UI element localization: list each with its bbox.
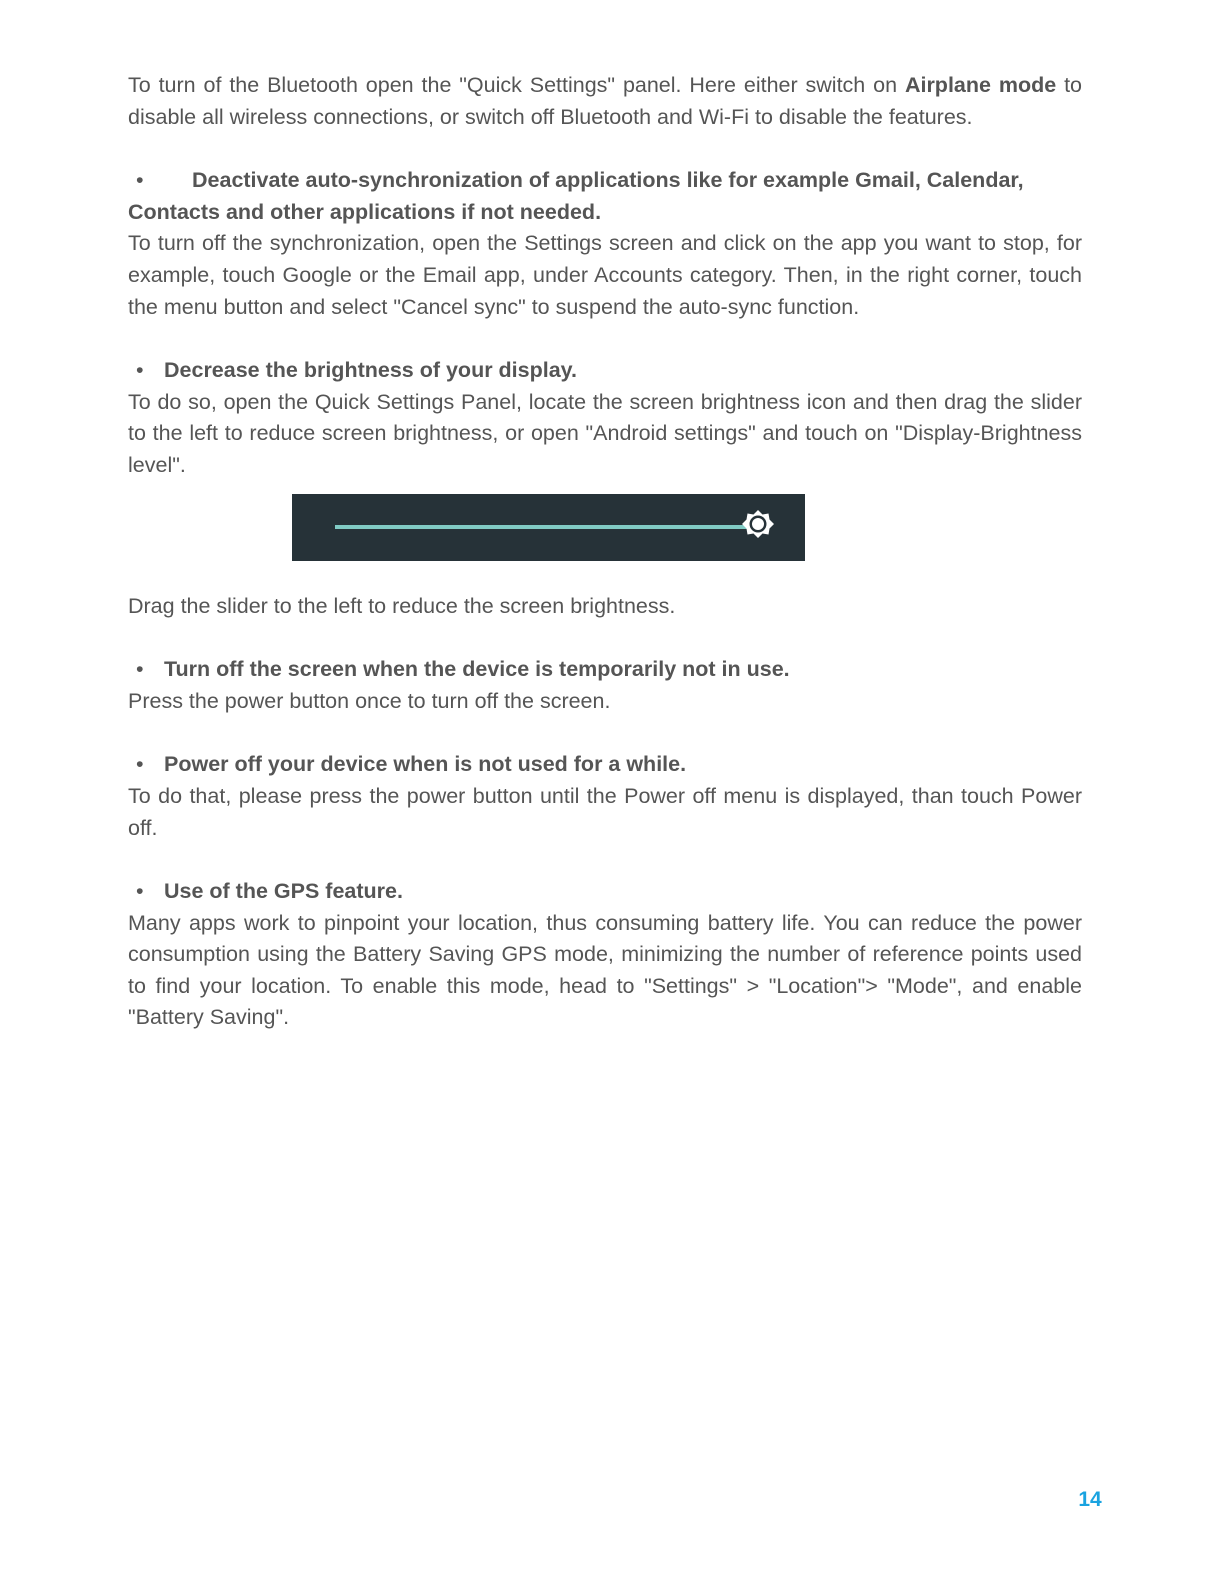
- section-heading: • Turn off the screen when the device is temporarily not in use.: [128, 654, 1082, 686]
- bullet-icon: •: [136, 879, 144, 904]
- section-heading: • Power off your device when is not used for a while.: [128, 749, 1082, 781]
- section-body: To turn off the synchronization, open the Settings screen and click on the app you want to stop, for example, touch Google or the Email app, under Accounts category. Then, in the right corner, touch the menu button and select "Cancel sync" to suspend the auto-sync function.: [128, 231, 1082, 319]
- section-body: Press the power button once to turn off the screen.: [128, 688, 611, 713]
- section-auto-sync: [128, 165, 1082, 323]
- bullet-icon: •: [136, 358, 144, 383]
- section-body: To do so, open the Quick Settings Panel, locate the screen brightness icon and then drag the slider to the left to reduce screen brightness, or open "Android settings" and touch on "Display-Brightness level".: [128, 389, 1082, 477]
- airplane-mode-term: Airplane mode: [904, 73, 1057, 97]
- section-gps: [128, 876, 1082, 1034]
- section-brightness: [128, 355, 1082, 481]
- brightness-slider-figure: [292, 494, 805, 561]
- section-power-off: [128, 749, 1082, 844]
- slider-caption: Drag the slider to the left to reduce the screen brightness.: [128, 593, 676, 618]
- section-body: Many apps work to pinpoint your location, thus consuming battery life. You can reduce the power consumption using the Battery Saving GPS mode, minimizing the number of reference points used to find your location. To enable this mode, head to "Settings" > "Location"> "Mode", and enable "Battery Saving".: [128, 910, 1082, 1030]
- section-heading-continued: Contacts and other applications if not needed.: [128, 199, 602, 224]
- intro-text-before: To turn of the Bluetooth open the "Quick Settings" panel. Here either switch on: [128, 73, 905, 97]
- brightness-icon: [740, 508, 776, 544]
- bullet-icon: •: [136, 657, 144, 682]
- intro-paragraph: [128, 70, 1082, 133]
- intro-text-after: to disable all wireless connections, or switch off Bluetooth and Wi-Fi to disable the features.: [128, 73, 1082, 129]
- bullet-icon: •: [136, 168, 144, 193]
- section-heading: • Use of the GPS feature.: [128, 876, 1082, 908]
- section-body: To do that, please press the power button until the Power off menu is displayed, than touch Power off.: [128, 783, 1082, 840]
- bullet-icon: •: [136, 752, 144, 777]
- section-heading: • Decrease the brightness of your display.: [128, 355, 1082, 387]
- section-screen-off: [128, 654, 1082, 717]
- section-heading: • Deactivate auto-synchronization of applications like for example Gmail, Calendar,: [128, 165, 1082, 197]
- page-number: 14: [1078, 1488, 1102, 1511]
- document-page: [128, 70, 1082, 1066]
- brightness-slider-track: [335, 525, 749, 529]
